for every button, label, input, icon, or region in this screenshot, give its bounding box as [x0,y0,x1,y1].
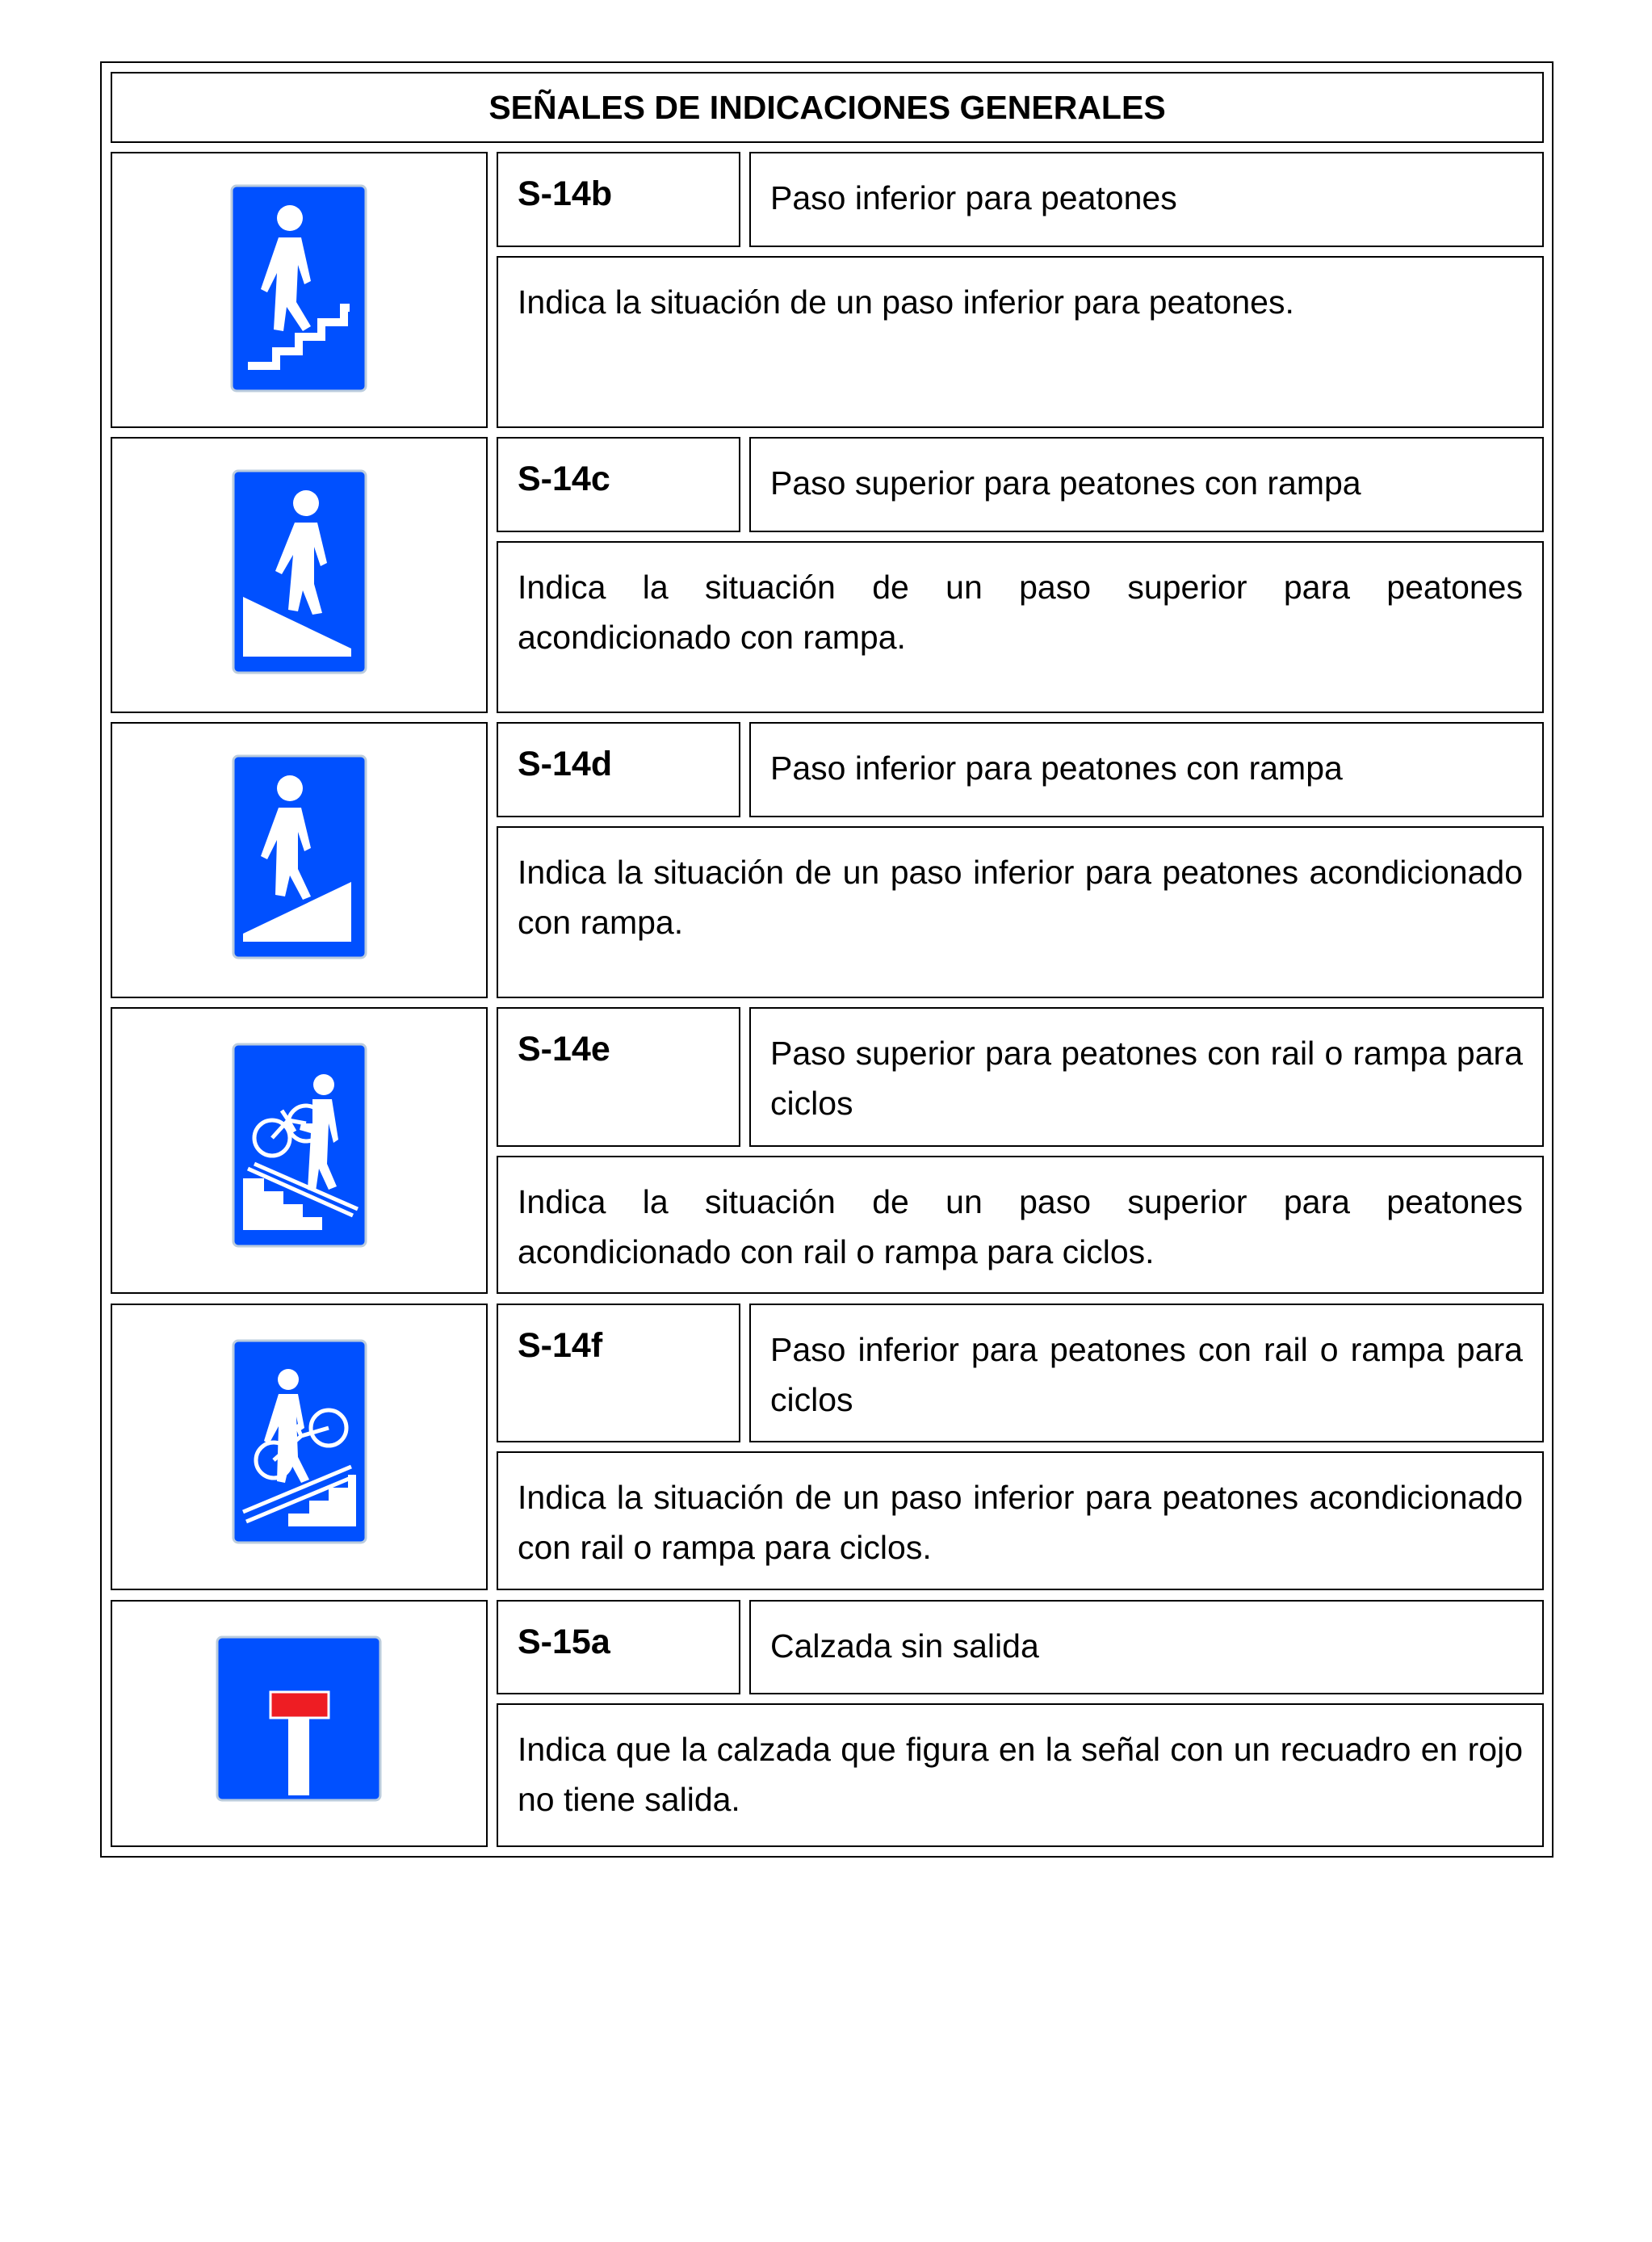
sign-image-cell [111,152,488,428]
sign-code: S-14c [497,437,740,532]
pedestrian-down-ramp-icon [232,754,367,959]
sign-name: Paso inferior para peatones con rampa [749,722,1544,817]
sign-image-cell [111,437,488,713]
sign-image-cell [111,1007,488,1294]
sign-description: Indica la situación de un paso superior para peatones acondicionado con rail o rampa para ciclos. [497,1156,1544,1294]
sign-code: S-14e [497,1007,740,1147]
sign-code: S-14d [497,722,740,817]
sign-code: S-14f [497,1304,740,1442]
sign-image-cell [111,722,488,998]
sign-description: Indica la situación de un paso superior para peatones acondicionado con rampa. [497,541,1544,713]
dead-end-road-icon [216,1635,382,1802]
pedestrian-up-ramp-icon [232,469,367,674]
sign-description: Indica la situación de un paso inferior para peatones acondicionado con rampa. [497,826,1544,998]
sign-description: Indica la situación de un paso inferior para peatones. [497,256,1544,428]
sign-description: Indica que la calzada que figura en la señal con un recuadro en rojo no tiene salida. [497,1703,1544,1847]
sign-name: Calzada sin salida [749,1600,1544,1694]
pedestrian-down-stairs-icon [230,184,367,393]
sign-name: Paso superior para peatones con rampa [749,437,1544,532]
sign-name: Paso superior para peatones con rail o rampa para ciclos [749,1007,1544,1147]
sign-name: Paso inferior para peatones con rail o rampa para ciclos [749,1304,1544,1442]
pedestrian-bicycle-up-stairs-icon [232,1043,367,1248]
sign-code: S-14b [497,152,740,247]
sign-image-cell [111,1304,488,1590]
table-title: SEÑALES DE INDICACIONES GENERALES [111,72,1544,143]
sign-name: Paso inferior para peatones [749,152,1544,247]
sign-description: Indica la situación de un paso inferior para peatones acondicionado con rail o rampa para ciclos. [497,1451,1544,1590]
pedestrian-bicycle-down-stairs-icon [232,1339,367,1544]
sign-image-cell [111,1600,488,1847]
sign-code: S-15a [497,1600,740,1694]
